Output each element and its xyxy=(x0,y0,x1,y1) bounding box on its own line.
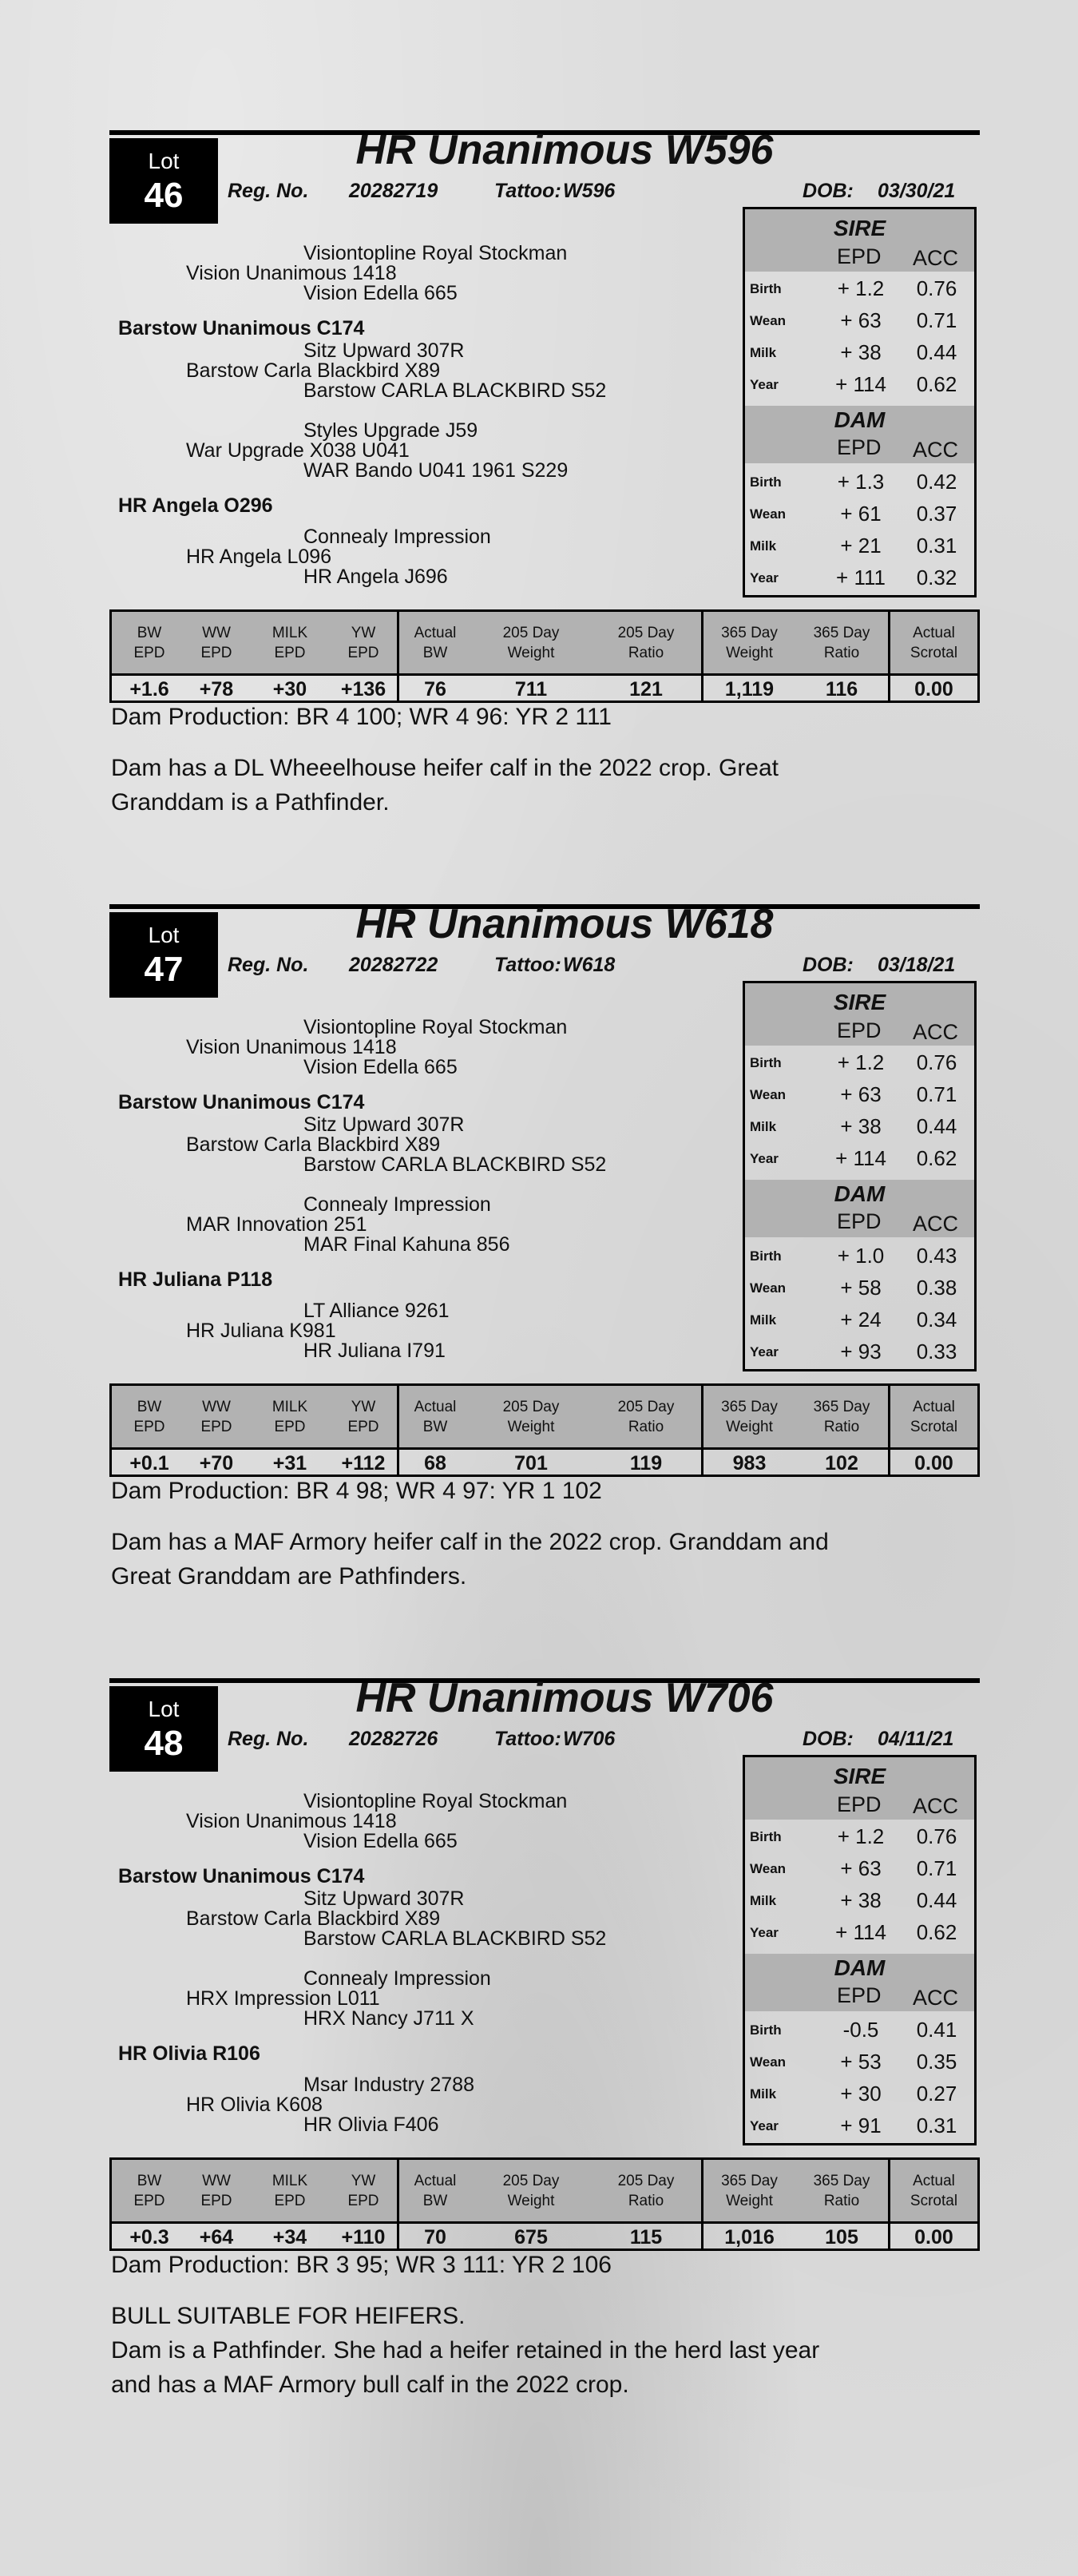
pedigree-dam-sire: MAR Innovation 251 xyxy=(186,1213,367,1236)
trait-label: Wean xyxy=(750,1280,787,1296)
col-header: WW EPD xyxy=(200,625,232,661)
epd-value: + 24 xyxy=(840,1308,882,1332)
col-header: MILK EPD xyxy=(271,2173,308,2209)
acc-value: 0.31 xyxy=(916,534,957,558)
epd-value: + 1.3 xyxy=(837,470,885,494)
performance-value: 115 xyxy=(629,2226,663,2249)
sire-epd-header xyxy=(745,983,974,1046)
trait-label: Birth xyxy=(750,474,782,490)
performance-value: 675 xyxy=(514,2226,548,2249)
pedigree-dam: HR Angela O296 xyxy=(118,494,273,517)
trait-label: Wean xyxy=(750,313,787,328)
tattoo: W706 xyxy=(563,1728,616,1750)
col-header: MILK EPD xyxy=(271,1399,308,1435)
dam-epd-row xyxy=(745,529,974,561)
sire-epd-row xyxy=(745,367,974,399)
dam-epd-header xyxy=(745,406,974,463)
performance-value: 119 xyxy=(629,1452,663,1475)
pedigree-sire-sire-sire: Visiontopline Royal Stockman xyxy=(303,242,568,264)
trait-label: Year xyxy=(750,1344,779,1359)
tattoo: W618 xyxy=(563,954,616,976)
col-header: Actual BW xyxy=(414,2173,457,2209)
trait-label: Year xyxy=(750,377,779,392)
sire-epd-row xyxy=(745,1078,974,1109)
epd-value: -0.5 xyxy=(842,2018,879,2042)
pedigree-dam-dam-dam: HR Olivia F406 xyxy=(303,2114,439,2136)
performance-value: 102 xyxy=(825,1452,858,1475)
col-header: 205 Day Weight xyxy=(502,1399,560,1435)
sire-epd-row xyxy=(745,1141,974,1173)
performance-value: +0.3 xyxy=(129,2226,169,2249)
performance-value: +30 xyxy=(272,678,307,701)
trait-label: Birth xyxy=(750,2022,782,2038)
acc-value: 0.35 xyxy=(916,2050,957,2074)
trait-label: Year xyxy=(750,2118,779,2133)
dam-epd-row xyxy=(745,1303,974,1335)
performance-value: 0.00 xyxy=(914,1452,953,1475)
sire-acc-col-label: ACC xyxy=(913,246,959,270)
pedigree-sire-dam-sire: Sitz Upward 307R xyxy=(303,1113,465,1136)
sire-epd-header xyxy=(745,209,974,272)
performance-value: +70 xyxy=(199,1452,234,1475)
reg-number: 20282722 xyxy=(349,954,438,976)
acc-value: 0.42 xyxy=(916,470,957,494)
acc-value: 0.41 xyxy=(916,2018,957,2042)
dam-epd-row xyxy=(745,2013,974,2045)
lot-card xyxy=(109,127,980,825)
reg-label: Reg. No. xyxy=(228,1728,309,1750)
performance-value: 70 xyxy=(424,2226,446,2249)
col-header: 365 Day Ratio xyxy=(813,625,870,661)
pedigree-sire-sire: Vision Unanimous 1418 xyxy=(186,1036,397,1058)
performance-value: +110 xyxy=(341,2226,386,2249)
col-header: 365 Day Ratio xyxy=(813,2173,870,2209)
performance-value: +136 xyxy=(340,678,386,701)
reg-number: 20282726 xyxy=(349,1728,438,1750)
acc-value: 0.31 xyxy=(916,2114,957,2137)
pedigree-sire: Barstow Unanimous C174 xyxy=(118,1091,365,1113)
epd-value: + 38 xyxy=(840,340,882,364)
col-header: 205 Day Weight xyxy=(502,2173,560,2209)
pedigree-sire-sire-dam: Vision Edella 665 xyxy=(303,1830,458,1852)
dam-acc-col-label: ACC xyxy=(913,1986,959,2010)
acc-value: 0.33 xyxy=(916,1340,957,1363)
pedigree-sire-sire: Vision Unanimous 1418 xyxy=(186,1810,397,1832)
pedigree-dam-sire-dam: WAR Bando U041 1961 S229 xyxy=(303,459,569,482)
epd-value: + 63 xyxy=(840,1082,882,1106)
performance-value: +112 xyxy=(341,1452,386,1475)
acc-value: 0.62 xyxy=(916,372,957,396)
sire-epd-row xyxy=(745,272,974,304)
trait-label: Birth xyxy=(750,281,782,296)
dam-epd-row xyxy=(745,2109,974,2141)
divider xyxy=(112,1447,977,1450)
pedigree-sire-dam: Barstow Carla Blackbird X89 xyxy=(186,1133,441,1156)
epd-value: + 63 xyxy=(840,308,882,332)
acc-value: 0.32 xyxy=(916,566,957,589)
sire-epd-row xyxy=(745,1109,974,1141)
epd-value: + 1.0 xyxy=(837,1244,885,1268)
note-line: BULL SUITABLE FOR HEIFERS. xyxy=(111,2303,466,2329)
performance-value: +0.1 xyxy=(129,1452,169,1475)
performance-table xyxy=(109,1383,980,1477)
col-header: BW EPD xyxy=(133,1399,165,1435)
performance-value: 68 xyxy=(424,1452,446,1475)
epd-value: + 1.2 xyxy=(837,1824,885,1848)
col-header: BW EPD xyxy=(133,2173,165,2209)
col-header: Actual Scrotal xyxy=(910,1399,958,1435)
bull-name: HR Unanimous W618 xyxy=(355,901,774,947)
epd-box xyxy=(743,981,977,1371)
acc-value: 0.44 xyxy=(916,1888,957,1912)
reg-label: Reg. No. xyxy=(228,954,309,976)
dam-epd-row xyxy=(745,497,974,529)
pedigree-sire-sire-dam: Vision Edella 665 xyxy=(303,1056,458,1078)
bull-name: HR Unanimous W706 xyxy=(355,1675,774,1721)
lot-number: 47 xyxy=(144,950,184,989)
dob: 03/30/21 xyxy=(878,180,956,202)
note-line: Granddam is a Pathfinder. xyxy=(111,789,390,816)
performance-value: +1.6 xyxy=(129,678,169,701)
lot-badge xyxy=(109,138,218,224)
pedigree-sire-dam-sire: Sitz Upward 307R xyxy=(303,1887,465,1910)
note-line: Dam is a Pathfinder. She had a heifer retained in the herd last year xyxy=(111,2337,820,2364)
col-header: Actual Scrotal xyxy=(910,2173,958,2209)
pedigree-dam-sire-sire: Styles Upgrade J59 xyxy=(303,419,478,442)
dob-label: DOB: xyxy=(803,954,854,976)
epd-box xyxy=(743,1755,977,2145)
trait-label: Birth xyxy=(750,1248,782,1264)
acc-value: 0.76 xyxy=(916,1050,957,1074)
col-header: 365 Day Weight xyxy=(721,1399,778,1435)
performance-value: 121 xyxy=(629,678,663,701)
lot-card xyxy=(109,1675,980,2398)
trait-label: Year xyxy=(750,570,779,585)
dam-epd-row xyxy=(745,561,974,593)
performance-value: 105 xyxy=(825,2226,858,2249)
lot-number: 48 xyxy=(144,1724,184,1763)
col-header: 365 Day Weight xyxy=(721,625,778,661)
acc-value: 0.37 xyxy=(916,502,957,526)
trait-label: Birth xyxy=(750,1829,782,1844)
pedigree-dam-dam-sire: LT Alliance 9261 xyxy=(303,1300,450,1322)
lot-label: Lot xyxy=(148,1697,180,1721)
lot-label: Lot xyxy=(148,149,180,173)
note-line: and has a MAF Armory bull calf in the 2022 crop. xyxy=(111,2372,629,2398)
trait-label: Birth xyxy=(750,1055,782,1070)
dam-epd-col-label: EPD xyxy=(837,1983,882,2007)
trait-label: Milk xyxy=(750,1893,777,1908)
tattoo-label: Tattoo: xyxy=(494,180,561,202)
sire-epd-header xyxy=(745,1757,974,1820)
col-header: YW EPD xyxy=(347,1399,379,1435)
col-header: Actual BW xyxy=(414,1399,457,1435)
lot-badge xyxy=(109,1686,218,1772)
col-header: 365 Day Weight xyxy=(721,2173,778,2209)
acc-value: 0.38 xyxy=(916,1276,957,1300)
pedigree-dam-dam: HR Juliana K981 xyxy=(186,1320,336,1342)
dam-epd-title: DAM xyxy=(834,1955,886,1980)
epd-box xyxy=(743,207,977,597)
trait-label: Milk xyxy=(750,1312,777,1328)
col-header: YW EPD xyxy=(347,625,379,661)
trait-label: Year xyxy=(750,1151,779,1166)
col-header: BW EPD xyxy=(133,625,165,661)
dam-epd-title: DAM xyxy=(834,407,886,432)
lot-number: 46 xyxy=(144,176,184,215)
lot-notes xyxy=(111,2299,973,2402)
sire-epd-row xyxy=(745,1852,974,1883)
dam-epd-row xyxy=(745,1335,974,1367)
sire-epd-title: SIRE xyxy=(833,990,886,1014)
acc-value: 0.43 xyxy=(916,1244,957,1268)
col-header: Actual BW xyxy=(414,625,457,661)
pedigree-sire-sire-dam: Vision Edella 665 xyxy=(303,282,458,304)
acc-value: 0.27 xyxy=(916,2082,957,2106)
acc-value: 0.44 xyxy=(916,340,957,364)
dam-epd-title: DAM xyxy=(834,1181,886,1206)
pedigree-dam-sire: HRX Impression L011 xyxy=(186,1987,380,2010)
reg-label: Reg. No. xyxy=(228,180,309,202)
pedigree-dam-dam: HR Olivia K608 xyxy=(186,2094,323,2116)
acc-value: 0.71 xyxy=(916,1082,957,1106)
pedigree-sire-dam-dam: Barstow CARLA BLACKBIRD S52 xyxy=(303,379,607,402)
performance-value: +78 xyxy=(199,678,234,701)
col-header: 205 Day Weight xyxy=(502,625,560,661)
sire-acc-col-label: ACC xyxy=(913,1020,959,1044)
reg-number: 20282719 xyxy=(349,180,438,202)
pedigree-sire-dam-dam: Barstow CARLA BLACKBIRD S52 xyxy=(303,1153,607,1176)
note-line: Great Granddam are Pathfinders. xyxy=(111,1563,467,1590)
dam-epd-row xyxy=(745,1271,974,1303)
epd-value: + 111 xyxy=(836,566,886,589)
col-header: WW EPD xyxy=(200,1399,232,1435)
performance-value: 0.00 xyxy=(914,678,953,701)
sire-epd-col-label: EPD xyxy=(837,244,882,268)
acc-value: 0.71 xyxy=(916,1856,957,1880)
epd-value: + 30 xyxy=(840,2082,882,2106)
trait-label: Wean xyxy=(750,506,787,522)
performance-table xyxy=(109,609,980,703)
pedigree-dam-dam: HR Angela L096 xyxy=(186,546,332,568)
pedigree-sire-dam-dam: Barstow CARLA BLACKBIRD S52 xyxy=(303,1927,607,1950)
col-header: 205 Day Ratio xyxy=(617,2173,675,2209)
dam-epd-row xyxy=(745,2045,974,2077)
sire-epd-title: SIRE xyxy=(833,1764,886,1788)
epd-value: + 91 xyxy=(840,2114,882,2137)
pedigree-dam-dam-sire: Msar Industry 2788 xyxy=(303,2074,474,2096)
performance-table xyxy=(109,2157,980,2251)
performance-value: 983 xyxy=(732,1452,767,1475)
dob: 04/11/21 xyxy=(878,1728,954,1750)
performance-value: 711 xyxy=(514,678,548,701)
dam-production: Dam Production: BR 4 98; WR 4 97: YR 1 102 xyxy=(111,1478,602,1504)
lot-badge xyxy=(109,912,218,998)
pedigree-sire: Barstow Unanimous C174 xyxy=(118,1865,365,1887)
performance-value: 701 xyxy=(514,1452,548,1475)
performance-value: +31 xyxy=(272,1452,307,1475)
epd-value: + 114 xyxy=(835,1920,886,1944)
dob-label: DOB: xyxy=(803,1728,854,1750)
pedigree-dam-sire: War Upgrade X038 U041 xyxy=(186,439,410,462)
sire-epd-row xyxy=(745,1046,974,1078)
trait-label: Wean xyxy=(750,1861,787,1876)
bull-name: HR Unanimous W596 xyxy=(355,127,774,173)
performance-value: 1,016 xyxy=(724,2226,775,2249)
sire-epd-row xyxy=(745,304,974,335)
divider xyxy=(112,2221,977,2224)
col-header: 365 Day Ratio xyxy=(813,1399,870,1435)
pedigree-sire-sire-sire: Visiontopline Royal Stockman xyxy=(303,1016,568,1038)
epd-value: + 114 xyxy=(835,1146,886,1170)
pedigree-dam-dam-dam: HR Juliana I791 xyxy=(303,1340,446,1362)
lot-notes xyxy=(111,1525,973,1594)
dam-epd-row xyxy=(745,465,974,497)
sire-epd-row xyxy=(745,1820,974,1852)
dam-epd-row xyxy=(745,2077,974,2109)
acc-value: 0.76 xyxy=(916,276,957,300)
pedigree-dam: HR Juliana P118 xyxy=(118,1268,273,1291)
epd-value: + 63 xyxy=(840,1856,882,1880)
dam-epd-header xyxy=(745,1954,974,2011)
epd-value: + 38 xyxy=(840,1114,882,1138)
trait-label: Milk xyxy=(750,2086,777,2102)
pedigree-dam-sire-dam: HRX Nancy J711 X xyxy=(303,2007,474,2030)
pedigree-dam-sire-sire: Connealy Impression xyxy=(303,1193,491,1216)
pedigree-sire-dam: Barstow Carla Blackbird X89 xyxy=(186,1907,441,1930)
divider xyxy=(112,673,977,676)
epd-value: + 53 xyxy=(840,2050,882,2074)
epd-value: + 38 xyxy=(840,1888,882,1912)
sire-epd-col-label: EPD xyxy=(837,1792,882,1816)
col-header: 205 Day Ratio xyxy=(617,1399,675,1435)
performance-value: 0.00 xyxy=(914,2226,953,2249)
trait-label: Milk xyxy=(750,1119,777,1134)
dam-production: Dam Production: BR 3 95; WR 3 111: YR 2 106 xyxy=(111,2252,612,2278)
performance-value: 76 xyxy=(424,678,446,701)
tattoo: W596 xyxy=(563,180,616,202)
performance-value: 1,119 xyxy=(724,678,775,701)
performance-value: +34 xyxy=(272,2226,307,2249)
epd-value: + 21 xyxy=(840,534,882,558)
epd-value: + 93 xyxy=(840,1340,882,1363)
note-line: Dam has a DL Wheeelhouse heifer calf in the 2022 crop. Great xyxy=(111,755,779,781)
epd-value: + 58 xyxy=(840,1276,882,1300)
epd-value: + 114 xyxy=(835,372,886,396)
pedigree-sire-dam: Barstow Carla Blackbird X89 xyxy=(186,359,441,382)
epd-value: + 1.2 xyxy=(837,1050,885,1074)
performance-value: 116 xyxy=(825,678,858,701)
sire-epd-row xyxy=(745,1915,974,1947)
sire-epd-title: SIRE xyxy=(833,216,886,240)
acc-value: 0.71 xyxy=(916,308,957,332)
col-header: MILK EPD xyxy=(271,625,308,661)
pedigree-dam-sire-sire: Connealy Impression xyxy=(303,1967,491,1990)
pedigree-sire-sire: Vision Unanimous 1418 xyxy=(186,262,397,284)
pedigree-dam-dam-sire: Connealy Impression xyxy=(303,526,491,548)
lot-card xyxy=(109,901,980,1599)
performance-value: +64 xyxy=(199,2226,234,2249)
dam-production: Dam Production: BR 4 100; WR 4 96: YR 2 111 xyxy=(111,704,612,730)
pedigree-dam-dam-dam: HR Angela J696 xyxy=(303,566,448,588)
trait-label: Wean xyxy=(750,2054,787,2070)
tattoo-label: Tattoo: xyxy=(494,1728,561,1750)
pedigree-dam: HR Olivia R106 xyxy=(118,2042,260,2065)
lot-notes xyxy=(111,751,973,820)
tattoo-label: Tattoo: xyxy=(494,954,561,976)
col-header: YW EPD xyxy=(347,2173,379,2209)
pedigree-sire-dam-sire: Sitz Upward 307R xyxy=(303,339,465,362)
dam-epd-col-label: EPD xyxy=(837,435,882,459)
acc-value: 0.62 xyxy=(916,1146,957,1170)
sire-epd-row xyxy=(745,1883,974,1915)
sire-epd-col-label: EPD xyxy=(837,1018,882,1042)
lot-label: Lot xyxy=(148,923,180,947)
pedigree-dam-sire-dam: MAR Final Kahuna 856 xyxy=(303,1233,510,1256)
dam-epd-row xyxy=(745,1239,974,1271)
trait-label: Milk xyxy=(750,538,777,554)
dam-epd-col-label: EPD xyxy=(837,1209,882,1233)
dam-acc-col-label: ACC xyxy=(913,438,959,462)
sire-epd-row xyxy=(745,335,974,367)
epd-value: + 61 xyxy=(840,502,882,526)
trait-label: Milk xyxy=(750,345,777,360)
epd-value: + 1.2 xyxy=(837,276,885,300)
col-header: WW EPD xyxy=(200,2173,232,2209)
note-line: Dam has a MAF Armory heifer calf in the 2022 crop. Granddam and xyxy=(111,1529,829,1555)
trait-label: Wean xyxy=(750,1087,787,1102)
acc-value: 0.76 xyxy=(916,1824,957,1848)
pedigree-sire: Barstow Unanimous C174 xyxy=(118,317,365,339)
sire-acc-col-label: ACC xyxy=(913,1794,959,1818)
acc-value: 0.62 xyxy=(916,1920,957,1944)
pedigree-sire-sire-sire: Visiontopline Royal Stockman xyxy=(303,1790,568,1812)
dob-label: DOB: xyxy=(803,180,854,202)
dam-acc-col-label: ACC xyxy=(913,1212,959,1236)
col-header: 205 Day Ratio xyxy=(617,625,675,661)
trait-label: Year xyxy=(750,1925,779,1940)
acc-value: 0.34 xyxy=(916,1308,957,1332)
dam-epd-header xyxy=(745,1180,974,1237)
dob: 03/18/21 xyxy=(878,954,956,976)
acc-value: 0.44 xyxy=(916,1114,957,1138)
col-header: Actual Scrotal xyxy=(910,625,958,661)
